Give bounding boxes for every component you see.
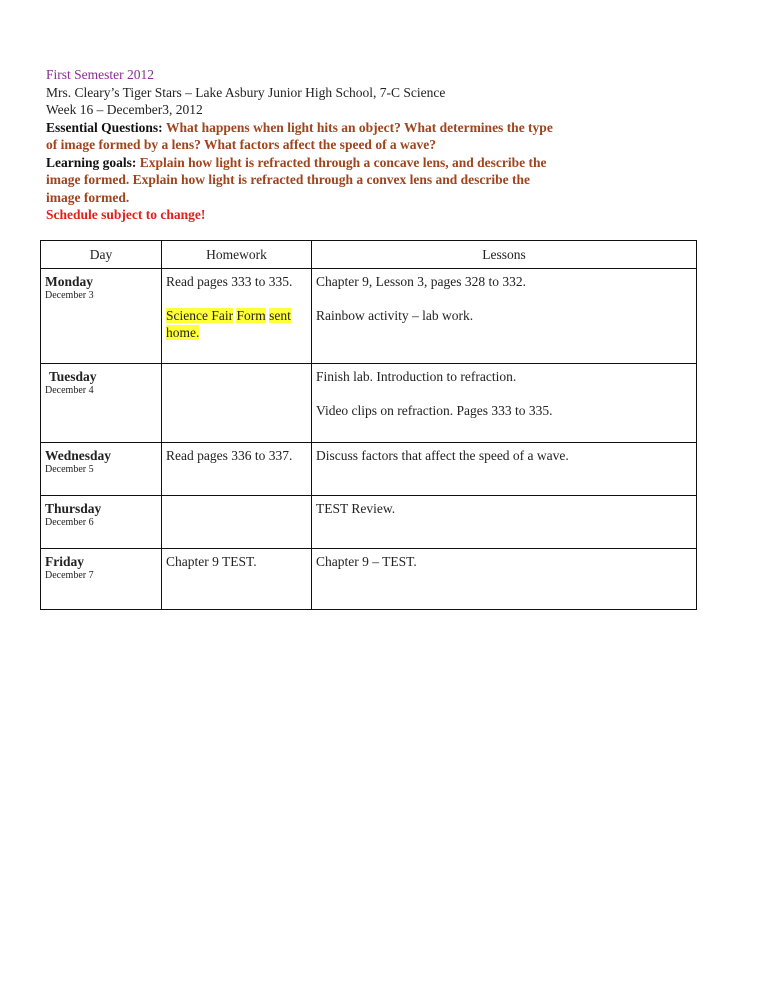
day-cell [41, 549, 162, 610]
day-date: December 3 [45, 290, 94, 301]
highlight-sent-home: sent home. [166, 308, 291, 340]
table-row [41, 549, 697, 610]
lesson-text: Video clips on refraction. Pages 333 to 335. [316, 403, 553, 418]
day-date: December 7 [45, 570, 94, 581]
teacher-line: Mrs. Cleary’s Tiger Stars – Lake Asbury Junior High School, 7-C Science [46, 84, 446, 100]
lessons-cell [312, 496, 697, 549]
homework-text: Chapter 9 TEST. [166, 554, 257, 569]
day-name: Tuesday [49, 369, 97, 384]
essential-questions-text-2: of image formed by a lens? What factors affect the speed of a wave? [46, 137, 437, 152]
learning-goals-text-3: image formed. [46, 189, 130, 205]
lessons-cell [312, 549, 697, 610]
day-name: Wednesday [45, 448, 112, 463]
highlight-form: Form [236, 308, 266, 323]
homework-cell [162, 496, 312, 549]
essential-questions-label: Essential Questions: [46, 119, 163, 135]
header-day: Day [41, 241, 162, 269]
table-row [41, 269, 697, 364]
day-cell [41, 443, 162, 496]
day-date: December 6 [45, 517, 94, 528]
lesson-text: Finish lab. Introduction to refraction. [316, 369, 517, 384]
lessons-cell [312, 269, 697, 364]
lesson-text: Rainbow activity – lab work. [316, 308, 474, 323]
lesson-text: TEST Review. [316, 501, 396, 516]
day-date: December 4 [45, 385, 94, 396]
day-name: Thursday [45, 501, 102, 516]
day-cell [41, 269, 162, 364]
lesson-text: Chapter 9 – TEST. [316, 554, 417, 569]
week-line: Week 16 – December3, 2012 [46, 102, 203, 117]
learning-goals [46, 154, 646, 172]
lessons-cell [312, 443, 697, 496]
semester-title: First Semester 2012 [46, 67, 154, 82]
learning-goals-text-1: Explain how light is refracted through a concave lens, and describe the [139, 154, 547, 170]
learning-goals-label: Learning goals: [46, 154, 137, 170]
day-cell [41, 364, 162, 443]
homework-cell [162, 549, 312, 610]
header-lessons: Lessons [312, 241, 697, 269]
day-name: Monday [45, 274, 94, 289]
essential-questions-text-1: What happens when light hits an object? What determines the type [166, 119, 553, 135]
learning-goals-text-2: image formed. Explain how light is refracted through a convex lens and describe the [46, 172, 530, 187]
highlight-science-fair: Science Fair [166, 308, 234, 323]
table-row [41, 443, 697, 496]
table-header-row [41, 241, 697, 269]
homework-text: Read pages 336 to 337. [166, 448, 293, 463]
lesson-text: Chapter 9, Lesson 3, pages 328 to 332. [316, 274, 526, 289]
lesson-text: Discuss factors that affect the speed of a wave. [316, 448, 569, 463]
schedule-table [40, 240, 697, 610]
document-header [46, 66, 646, 224]
homework-cell [162, 269, 312, 364]
lessons-cell [312, 364, 697, 443]
homework-cell [162, 443, 312, 496]
day-name: Friday [45, 554, 84, 569]
homework-cell [162, 364, 312, 443]
day-cell [41, 496, 162, 549]
day-date: December 5 [45, 464, 94, 475]
table-row [41, 496, 697, 549]
table-row [41, 364, 697, 443]
homework-highlight [166, 307, 307, 341]
schedule-note: Schedule subject to change! [46, 207, 206, 222]
header-homework: Homework [162, 241, 312, 269]
essential-questions [46, 119, 646, 137]
homework-text: Read pages 333 to 335. [166, 274, 293, 289]
